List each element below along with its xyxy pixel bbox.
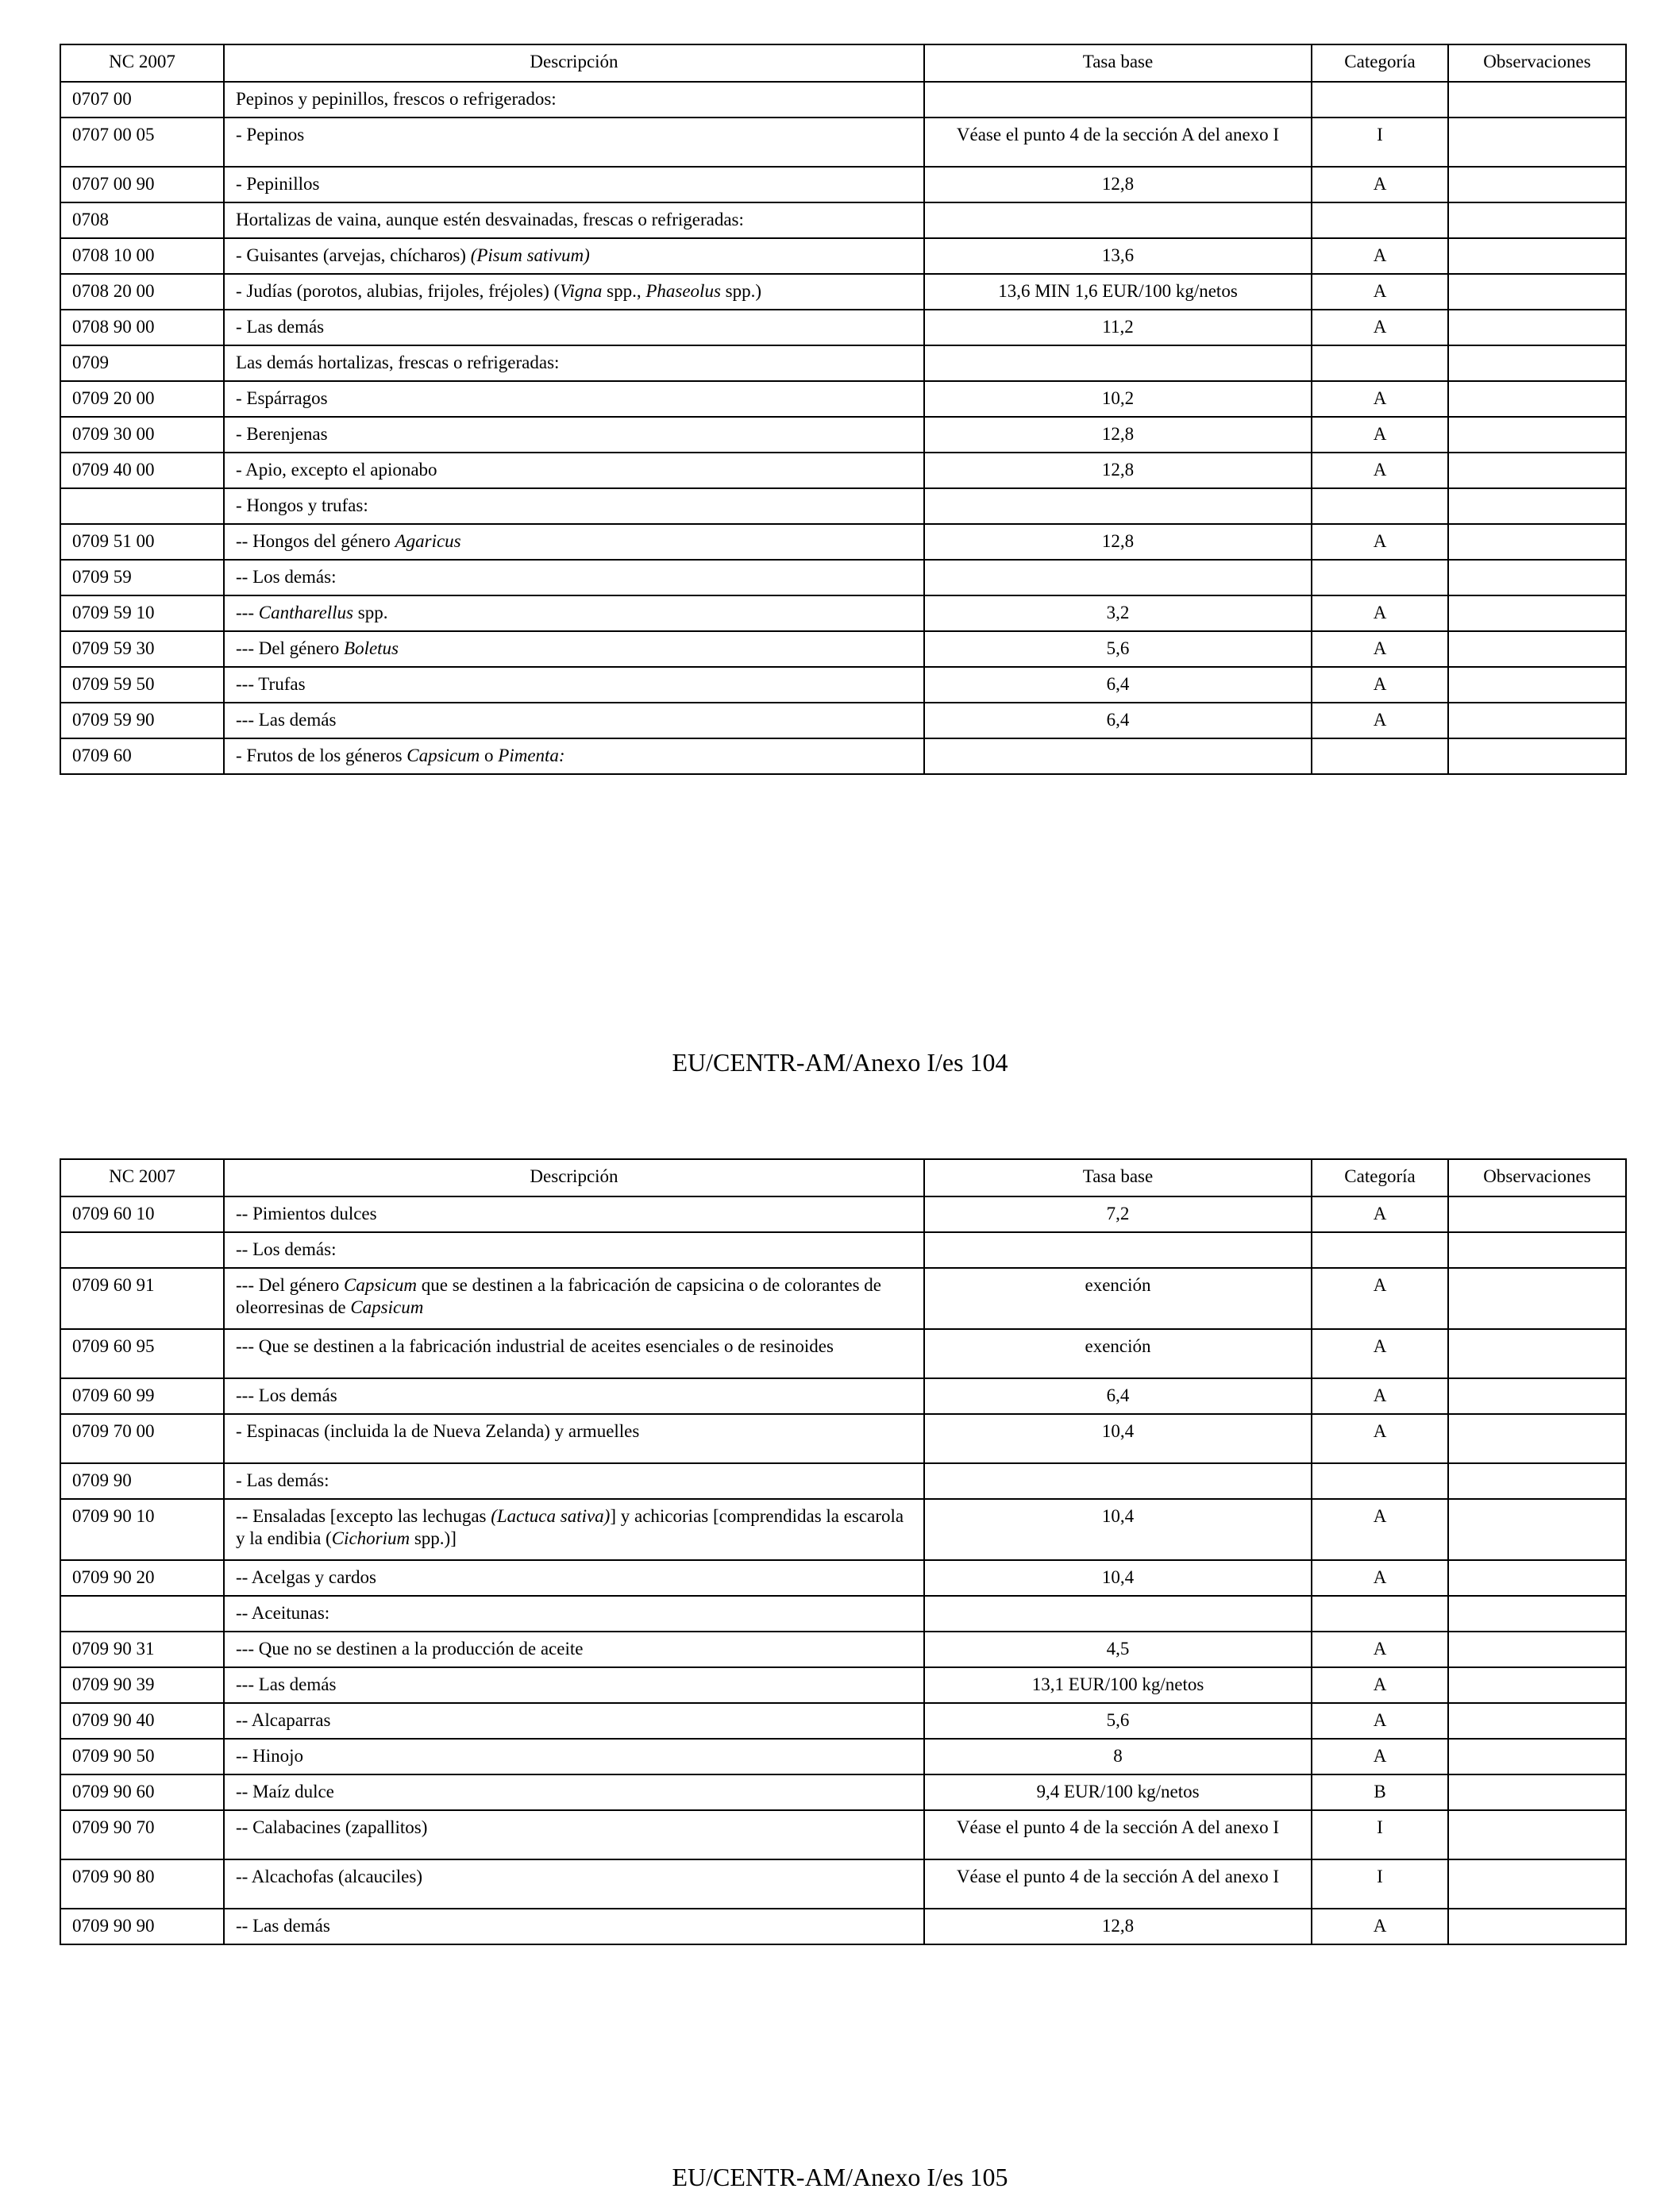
nc-code-cell: 0707 00 [60, 82, 224, 118]
observations-cell [1448, 1232, 1626, 1268]
category-cell: A [1312, 1268, 1448, 1329]
description-italic-term: Pimenta: [498, 746, 565, 765]
base-rate-cell: exención [924, 1329, 1312, 1378]
header-descripcion: Descripción [224, 1159, 924, 1196]
description-cell [224, 667, 924, 703]
nc-code-cell: 0709 20 00 [60, 381, 224, 417]
nc-code-cell: 0709 90 10 [60, 1499, 224, 1560]
description-text: spp.) [720, 281, 762, 301]
description-italic-term: Capsicum [407, 746, 480, 765]
observations-cell [1448, 560, 1626, 595]
table-row [60, 1859, 1626, 1909]
description-cell [224, 524, 924, 560]
category-cell: A [1312, 238, 1448, 274]
header-tasa-base: Tasa base [924, 44, 1312, 82]
observations-cell [1448, 1667, 1626, 1703]
table-row [60, 1560, 1626, 1596]
category-cell: A [1312, 667, 1448, 703]
description-text: -- Aceitunas: [236, 1603, 330, 1623]
table-row [60, 238, 1626, 274]
description-cell [224, 738, 924, 774]
observations-cell [1448, 631, 1626, 667]
description-text: spp., [602, 281, 646, 301]
table-row [60, 453, 1626, 488]
base-rate-cell: 8 [924, 1739, 1312, 1774]
observations-cell [1448, 82, 1626, 118]
table-body [60, 82, 1626, 774]
table-row [60, 202, 1626, 238]
header-descripcion: Descripción [224, 44, 924, 82]
nc-code-cell: 0707 00 90 [60, 167, 224, 202]
category-cell [1312, 1463, 1448, 1499]
nc-code-cell: 0709 60 [60, 738, 224, 774]
description-text: --- Del género [236, 1275, 345, 1295]
header-tasa-base: Tasa base [924, 1159, 1312, 1196]
category-cell: A [1312, 595, 1448, 631]
table-row [60, 488, 1626, 524]
observations-cell [1448, 167, 1626, 202]
description-italic-term: Agaricus [395, 531, 461, 551]
tariff-table-page-104 [60, 44, 1627, 775]
description-text: -- Alcaparras [236, 1710, 331, 1730]
description-text: ] y achicorias [comprendidas la escarola y la endibia ( [236, 1506, 904, 1548]
base-rate-cell: 10,2 [924, 381, 1312, 417]
table-row [60, 1810, 1626, 1859]
description-text: --- Que no se destinen a la producción de aceite [236, 1639, 584, 1659]
description-text: Hortalizas de vaina, aunque estén desvainadas, frescas o refrigeradas: [236, 210, 744, 229]
observations-cell [1448, 1414, 1626, 1463]
description-cell [224, 1739, 924, 1774]
description-text: --- Trufas [236, 674, 306, 694]
base-rate-cell [924, 202, 1312, 238]
table-row [60, 631, 1626, 667]
observations-cell [1448, 1632, 1626, 1667]
description-text: -- Maíz dulce [236, 1782, 334, 1801]
description-text: - Judías (porotos, alubias, frijoles, fréjoles) ( [236, 281, 561, 301]
observations-cell [1448, 238, 1626, 274]
base-rate-cell: 11,2 [924, 310, 1312, 345]
nc-code-cell: 0709 59 90 [60, 703, 224, 738]
description-cell [224, 1859, 924, 1909]
description-cell [224, 1632, 924, 1667]
base-rate-cell: exención [924, 1268, 1312, 1329]
header-categoria: Categoría [1312, 1159, 1448, 1196]
observations-cell [1448, 1329, 1626, 1378]
observations-cell [1448, 118, 1626, 167]
base-rate-cell: 6,4 [924, 1378, 1312, 1414]
description-cell [224, 274, 924, 310]
category-cell: A [1312, 417, 1448, 453]
nc-code-cell: 0709 51 00 [60, 524, 224, 560]
observations-cell [1448, 488, 1626, 524]
observations-cell [1448, 453, 1626, 488]
description-cell [224, 1329, 924, 1378]
category-cell [1312, 1596, 1448, 1632]
description-italic-term: (Lactuca sativa) [491, 1506, 611, 1526]
table-row [60, 524, 1626, 560]
nc-code-cell: 0709 90 90 [60, 1909, 224, 1944]
category-cell: A [1312, 1667, 1448, 1703]
description-text: -- Hinojo [236, 1746, 303, 1766]
nc-code-cell: 0709 [60, 345, 224, 381]
category-cell: A [1312, 703, 1448, 738]
base-rate-cell: Véase el punto 4 de la sección A del anexo I [924, 1810, 1312, 1859]
description-cell [224, 118, 924, 167]
description-cell [224, 488, 924, 524]
description-text: -- Acelgas y cardos [236, 1567, 376, 1587]
description-cell [224, 1499, 924, 1560]
base-rate-cell [924, 82, 1312, 118]
table-row [60, 1596, 1626, 1632]
category-cell: A [1312, 1632, 1448, 1667]
observations-cell [1448, 1703, 1626, 1739]
observations-cell [1448, 1859, 1626, 1909]
base-rate-cell [924, 488, 1312, 524]
description-cell [224, 631, 924, 667]
description-text: --- Las demás [236, 1674, 337, 1694]
description-cell [224, 1378, 924, 1414]
nc-code-cell: 0708 [60, 202, 224, 238]
header-observaciones: Observaciones [1448, 1159, 1626, 1196]
category-cell: A [1312, 1560, 1448, 1596]
table-row [60, 310, 1626, 345]
observations-cell [1448, 202, 1626, 238]
nc-code-cell: 0709 90 20 [60, 1560, 224, 1596]
nc-code-cell: 0708 90 00 [60, 310, 224, 345]
nc-code-cell: 0709 60 99 [60, 1378, 224, 1414]
description-cell [224, 1810, 924, 1859]
description-text: -- Pimientos dulces [236, 1204, 377, 1223]
table-header-row [60, 44, 1626, 82]
table-row [60, 1909, 1626, 1944]
page-footer: EU/CENTR-AM/Anexo I/es 105 [672, 2163, 1008, 2191]
nc-code-cell: 0709 90 70 [60, 1810, 224, 1859]
nc-code-cell: 0709 90 [60, 1463, 224, 1499]
description-cell [224, 1560, 924, 1596]
base-rate-cell: 10,4 [924, 1560, 1312, 1596]
base-rate-cell: 6,4 [924, 667, 1312, 703]
page-footer: EU/CENTR-AM/Anexo I/es 104 [672, 1048, 1008, 1077]
observations-cell [1448, 1810, 1626, 1859]
description-cell [224, 1596, 924, 1632]
description-cell [224, 1909, 924, 1944]
nc-code-cell: 0709 90 60 [60, 1774, 224, 1810]
description-text: - Espinacas (incluida la de Nueva Zelanda) y armuelles [236, 1421, 640, 1441]
base-rate-cell: 5,6 [924, 1703, 1312, 1739]
description-text: -- Ensaladas [excepto las lechugas [236, 1506, 491, 1526]
description-cell [224, 1232, 924, 1268]
base-rate-cell: 6,4 [924, 703, 1312, 738]
observations-cell [1448, 310, 1626, 345]
observations-cell [1448, 345, 1626, 381]
description-cell [224, 703, 924, 738]
category-cell: A [1312, 1378, 1448, 1414]
description-cell [224, 345, 924, 381]
description-text: - Las demás: [236, 1470, 329, 1490]
nc-code-cell: 0708 10 00 [60, 238, 224, 274]
base-rate-cell: 13,1 EUR/100 kg/netos [924, 1667, 1312, 1703]
description-cell [224, 1463, 924, 1499]
table-row [60, 595, 1626, 631]
description-text: Las demás hortalizas, frescas o refrigeradas: [236, 353, 560, 372]
description-italic-term: Boletus [344, 638, 399, 658]
nc-code-cell [60, 1232, 224, 1268]
base-rate-cell: 12,8 [924, 1909, 1312, 1944]
nc-code-cell: 0709 30 00 [60, 417, 224, 453]
base-rate-cell: Véase el punto 4 de la sección A del anexo I [924, 1859, 1312, 1909]
table-row [60, 1196, 1626, 1232]
category-cell: A [1312, 167, 1448, 202]
description-italic-term: Cichorium [331, 1528, 410, 1548]
description-text: --- Que se destinen a la fabricación industrial de aceites esenciales o de resinoides [236, 1336, 834, 1356]
description-text: --- [236, 603, 259, 622]
description-text: Pepinos y pepinillos, frescos o refrigerados: [236, 89, 557, 109]
description-cell [224, 1414, 924, 1463]
observations-cell [1448, 1596, 1626, 1632]
category-cell: I [1312, 118, 1448, 167]
header-nc-2007: NC 2007 [60, 1159, 224, 1196]
table-row [60, 345, 1626, 381]
description-text: - Berenjenas [236, 424, 328, 444]
nc-code-cell: 0708 20 00 [60, 274, 224, 310]
description-text: -- Alcachofas (alcauciles) [236, 1867, 422, 1886]
description-text: -- Hongos del género [236, 531, 395, 551]
category-cell [1312, 345, 1448, 381]
observations-cell [1448, 1378, 1626, 1414]
nc-code-cell [60, 1596, 224, 1632]
nc-code-cell: 0709 40 00 [60, 453, 224, 488]
description-text: -- Calabacines (zapallitos) [236, 1817, 428, 1837]
description-cell [224, 560, 924, 595]
category-cell: B [1312, 1774, 1448, 1810]
observations-cell [1448, 595, 1626, 631]
observations-cell [1448, 1196, 1626, 1232]
base-rate-cell: 12,8 [924, 524, 1312, 560]
description-cell [224, 1268, 924, 1329]
description-italic-term: (Pisum sativum) [470, 245, 590, 265]
description-text: -- Las demás [236, 1916, 330, 1936]
table-row [60, 738, 1626, 774]
base-rate-cell [924, 560, 1312, 595]
nc-code-cell: 0709 90 39 [60, 1667, 224, 1703]
base-rate-cell [924, 1463, 1312, 1499]
observations-cell [1448, 1560, 1626, 1596]
table-row [60, 1739, 1626, 1774]
nc-code-cell: 0709 59 10 [60, 595, 224, 631]
nc-code-cell: 0709 59 [60, 560, 224, 595]
description-cell [224, 167, 924, 202]
observations-cell [1448, 1268, 1626, 1329]
nc-code-cell: 0709 90 40 [60, 1703, 224, 1739]
category-cell [1312, 738, 1448, 774]
category-cell: A [1312, 310, 1448, 345]
table-row [60, 1632, 1626, 1667]
base-rate-cell: 3,2 [924, 595, 1312, 631]
base-rate-cell [924, 1596, 1312, 1632]
description-text: - Las demás [236, 317, 325, 337]
description-text: --- Los demás [236, 1385, 337, 1405]
category-cell: A [1312, 1909, 1448, 1944]
category-cell [1312, 488, 1448, 524]
base-rate-cell [924, 1232, 1312, 1268]
category-cell: A [1312, 453, 1448, 488]
category-cell: A [1312, 1739, 1448, 1774]
table-body [60, 1196, 1626, 1944]
description-text: - Apio, excepto el apionabo [236, 460, 437, 480]
category-cell: A [1312, 1329, 1448, 1378]
category-cell [1312, 1232, 1448, 1268]
observations-cell [1448, 381, 1626, 417]
table-row [60, 1268, 1626, 1329]
observations-cell [1448, 738, 1626, 774]
category-cell: A [1312, 1499, 1448, 1560]
description-cell [224, 417, 924, 453]
description-text: --- Las demás [236, 710, 337, 730]
category-cell: A [1312, 1703, 1448, 1739]
header-nc-2007: NC 2007 [60, 44, 224, 82]
nc-code-cell: 0709 60 10 [60, 1196, 224, 1232]
description-italic-term: Vigna [560, 281, 603, 301]
observations-cell [1448, 703, 1626, 738]
nc-code-cell: 0707 00 05 [60, 118, 224, 167]
nc-code-cell [60, 488, 224, 524]
nc-code-cell: 0709 90 50 [60, 1739, 224, 1774]
category-cell [1312, 82, 1448, 118]
header-categoria: Categoría [1312, 44, 1448, 82]
description-text: - Pepinillos [236, 174, 320, 194]
table-header-row [60, 1159, 1626, 1196]
observations-cell [1448, 1774, 1626, 1810]
observations-cell [1448, 417, 1626, 453]
observations-cell [1448, 274, 1626, 310]
description-text: - Pepinos [236, 125, 305, 144]
observations-cell [1448, 1909, 1626, 1944]
description-text: spp.)] [410, 1528, 457, 1548]
table-row [60, 1499, 1626, 1560]
nc-code-cell: 0709 59 50 [60, 667, 224, 703]
category-cell: I [1312, 1810, 1448, 1859]
description-text: -- Los demás: [236, 1239, 337, 1259]
description-italic-term: Cantharellus [258, 603, 354, 622]
description-text: o [480, 746, 499, 765]
description-text: - Hongos y trufas: [236, 495, 368, 515]
table-row [60, 1774, 1626, 1810]
table-row [60, 703, 1626, 738]
category-cell [1312, 560, 1448, 595]
description-cell [224, 82, 924, 118]
description-cell [224, 595, 924, 631]
description-cell [224, 1196, 924, 1232]
description-text: spp. [353, 603, 388, 622]
base-rate-cell: 5,6 [924, 631, 1312, 667]
table-row [60, 1703, 1626, 1739]
nc-code-cell: 0709 59 30 [60, 631, 224, 667]
base-rate-cell: 13,6 MIN 1,6 EUR/100 kg/netos [924, 274, 1312, 310]
description-cell [224, 202, 924, 238]
description-italic-term: Capsicum [350, 1297, 424, 1317]
table-row [60, 1232, 1626, 1268]
category-cell: A [1312, 274, 1448, 310]
observations-cell [1448, 1739, 1626, 1774]
table-row [60, 118, 1626, 167]
category-cell: A [1312, 631, 1448, 667]
description-italic-term: Capsicum [344, 1275, 418, 1295]
table-row [60, 1667, 1626, 1703]
description-text: - Espárragos [236, 388, 328, 408]
table-row [60, 1329, 1626, 1378]
base-rate-cell: 4,5 [924, 1632, 1312, 1667]
category-cell [1312, 202, 1448, 238]
description-text: - Guisantes (arvejas, chícharos) [236, 245, 471, 265]
table-row [60, 1414, 1626, 1463]
description-text: que se destinen a la fabricación de capsicina o de colorantes de oleorresinas de [236, 1275, 881, 1317]
category-cell: A [1312, 1196, 1448, 1232]
observations-cell [1448, 524, 1626, 560]
table-row [60, 1378, 1626, 1414]
nc-code-cell: 0709 90 80 [60, 1859, 224, 1909]
description-cell [224, 1703, 924, 1739]
header-observaciones: Observaciones [1448, 44, 1626, 82]
table-row [60, 417, 1626, 453]
category-cell: A [1312, 381, 1448, 417]
base-rate-cell [924, 345, 1312, 381]
observations-cell [1448, 1499, 1626, 1560]
description-italic-term: Phaseolus [645, 281, 721, 301]
description-cell [224, 1667, 924, 1703]
category-cell: A [1312, 524, 1448, 560]
table-row [60, 82, 1626, 118]
nc-code-cell: 0709 70 00 [60, 1414, 224, 1463]
base-rate-cell: 7,2 [924, 1196, 1312, 1232]
table-row [60, 560, 1626, 595]
base-rate-cell [924, 738, 1312, 774]
base-rate-cell: 9,4 EUR/100 kg/netos [924, 1774, 1312, 1810]
nc-code-cell: 0709 60 95 [60, 1329, 224, 1378]
nc-code-cell: 0709 90 31 [60, 1632, 224, 1667]
table-row [60, 381, 1626, 417]
description-text: --- Del género [236, 638, 345, 658]
category-cell: I [1312, 1859, 1448, 1909]
description-cell [224, 381, 924, 417]
base-rate-cell: 10,4 [924, 1414, 1312, 1463]
base-rate-cell: 12,8 [924, 167, 1312, 202]
base-rate-cell: 13,6 [924, 238, 1312, 274]
nc-code-cell: 0709 60 91 [60, 1268, 224, 1329]
base-rate-cell: 10,4 [924, 1499, 1312, 1560]
description-text: - Frutos de los géneros [236, 746, 407, 765]
base-rate-cell: 12,8 [924, 417, 1312, 453]
observations-cell [1448, 1463, 1626, 1499]
base-rate-cell: 12,8 [924, 453, 1312, 488]
description-cell [224, 238, 924, 274]
table-row [60, 167, 1626, 202]
table-row [60, 667, 1626, 703]
description-cell [224, 453, 924, 488]
base-rate-cell: Véase el punto 4 de la sección A del anexo I [924, 118, 1312, 167]
tariff-table-page-105 [60, 1158, 1627, 1945]
observations-cell [1448, 667, 1626, 703]
table-row [60, 274, 1626, 310]
description-cell [224, 310, 924, 345]
category-cell: A [1312, 1414, 1448, 1463]
description-text: -- Los demás: [236, 567, 337, 587]
description-cell [224, 1774, 924, 1810]
table-row [60, 1463, 1626, 1499]
